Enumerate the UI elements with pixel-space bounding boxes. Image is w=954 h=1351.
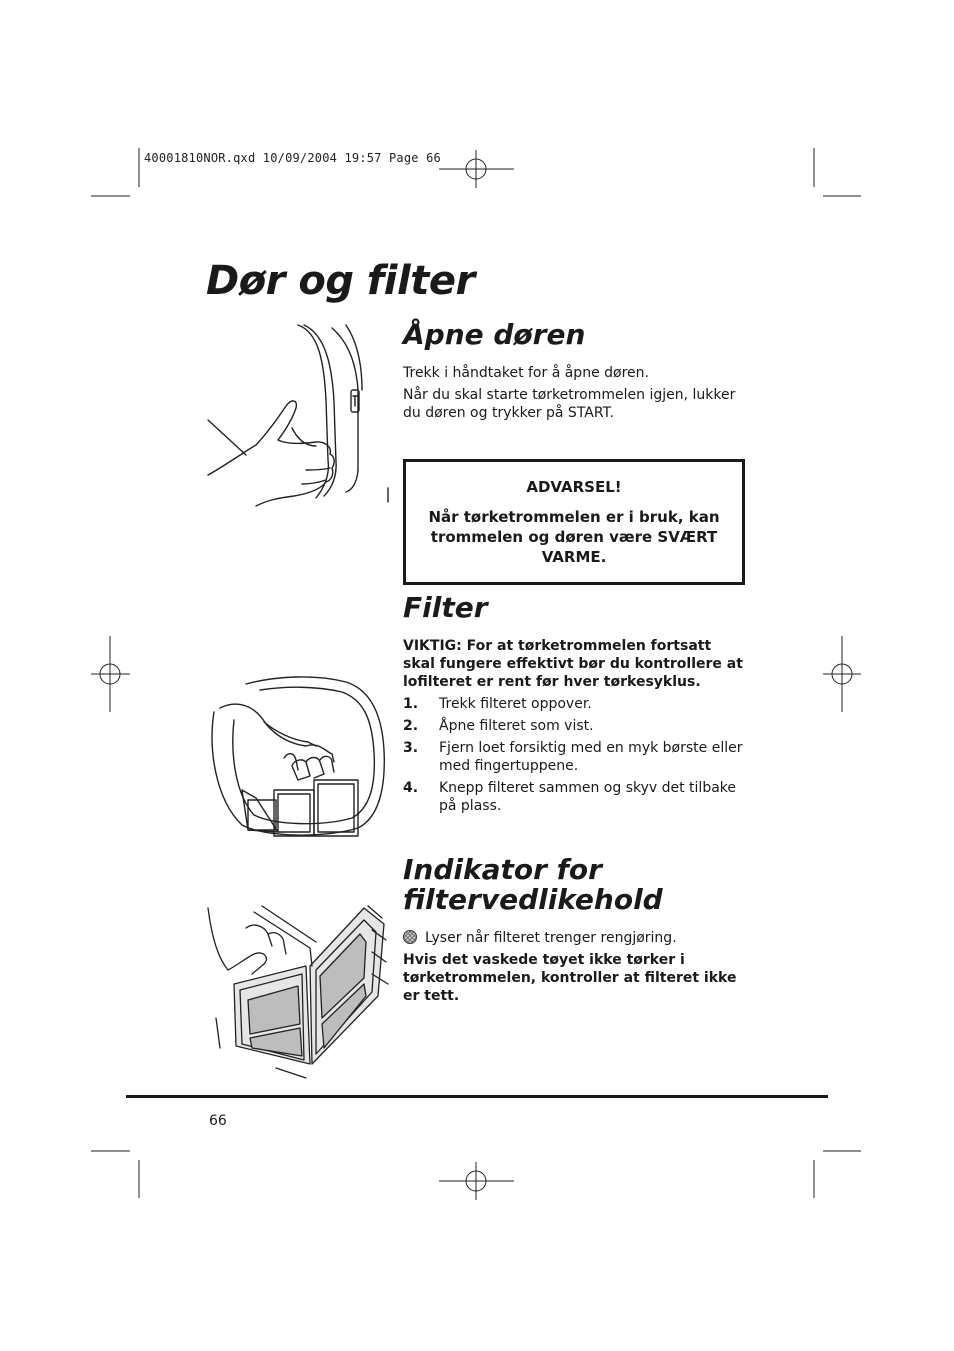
indicator-text: Lyser når filteret trenger rengjøring. [425,930,677,946]
open-door-paragraph-1: Trekk i håndtaket for å åpne døren. [403,365,649,381]
warning-text: Når tørketrommelen er i bruk, kan trommelen og døren være SVÆRT VARME. [428,508,720,566]
open-filter-illustration [206,888,392,1084]
indicator-note: Hvis det vaskede tøyet ikke tørker i tørketrommelen, kontroller at filteret ikke er tett. [403,952,737,1004]
door-opening-illustration [206,320,392,510]
indicator-line [403,929,748,947]
open-door-paragraph-2: Når du skal starte tørketrommelen igjen, lukker du døren og trykker på START. [403,387,736,421]
filter-important-note: VIKTIG: For at tørketrommelen fortsatt skal fungere effektivt bør du kontrollere at lofilteret er rent før hver tørkesyklus. [403,638,743,690]
warning-box [403,459,745,585]
filter-steps-list [403,695,743,815]
open-door-heading: Åpne døren [403,318,586,351]
warning-title: ADVARSEL! [526,478,622,496]
print-slug: 40001810NOR.qxd 10/09/2004 19:57 Page 66 [144,151,441,165]
footer-rule [126,1095,828,1098]
list-item: 3. Fjern loet forsiktig med en myk børste eller med fingertuppene. [403,740,743,774]
filter-removal-illustration [206,670,392,842]
list-item: 4. Knepp filteret sammen og skyv det tilbake på plass. [403,780,737,814]
list-item: 1. Trekk filteret oppover. [403,696,592,712]
filter-heading: Filter [403,591,488,624]
list-item: 2. Åpne filteret som vist. [403,718,594,734]
filter-indicator-icon [403,930,417,944]
page-number: 66 [209,1113,227,1129]
page-title: Dør og filter [206,258,475,304]
indicator-heading: Indikator for filtervedlikehold [403,853,663,916]
